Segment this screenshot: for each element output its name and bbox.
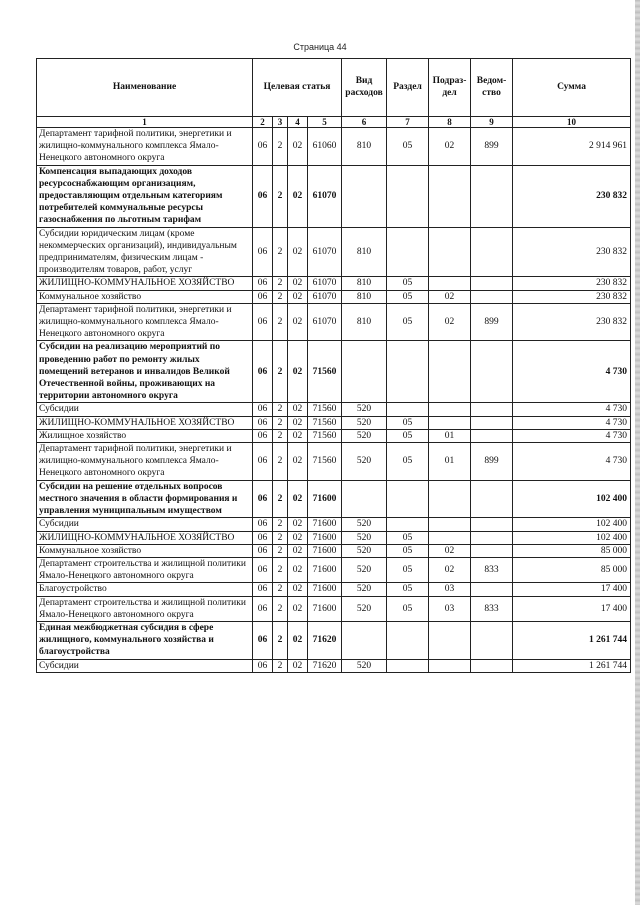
table-row xyxy=(37,583,631,596)
expense-type-cell: 810 xyxy=(342,290,387,303)
expense-type-cell: 810 xyxy=(342,128,387,166)
target-code-1-cell: 06 xyxy=(253,518,273,531)
target-code-1-cell: 06 xyxy=(253,480,273,518)
target-code-2-cell: 2 xyxy=(273,583,288,596)
section-cell: 05 xyxy=(387,596,429,621)
target-code-2-cell: 2 xyxy=(273,480,288,518)
expense-type-cell: 520 xyxy=(342,531,387,544)
expense-type-cell: 810 xyxy=(342,277,387,290)
subsection-cell: 03 xyxy=(429,596,471,621)
target-code-2-cell: 2 xyxy=(273,659,288,672)
target-code-1-cell: 06 xyxy=(253,403,273,416)
row-name-cell: Коммунальное хозяйство xyxy=(37,290,253,303)
department-cell xyxy=(471,544,513,557)
row-name-cell: Субсидии xyxy=(37,518,253,531)
section-cell xyxy=(387,403,429,416)
target-code-4-cell: 71600 xyxy=(308,557,342,582)
scan-edge-shadow xyxy=(635,0,640,905)
column-number: 9 xyxy=(471,117,513,128)
subsection-cell xyxy=(429,165,471,227)
subsection-cell xyxy=(429,659,471,672)
sum-cell: 85 000 xyxy=(513,544,631,557)
department-cell: 833 xyxy=(471,557,513,582)
header-department: Ведом-ство xyxy=(471,59,513,117)
target-code-1-cell: 06 xyxy=(253,583,273,596)
sum-cell: 1 261 744 xyxy=(513,621,631,659)
sum-cell: 102 400 xyxy=(513,480,631,518)
row-name-cell: Департамент тарифной политики, энергетики и жилищно-коммунального комплекса Ямало-Ненецкого автономного округа xyxy=(37,128,253,166)
section-cell: 05 xyxy=(387,443,429,481)
target-code-3-cell: 02 xyxy=(288,531,308,544)
target-code-1-cell: 06 xyxy=(253,303,273,341)
target-code-3-cell: 02 xyxy=(288,621,308,659)
table-row xyxy=(37,596,631,621)
target-code-3-cell: 02 xyxy=(288,128,308,166)
column-number-row xyxy=(37,117,631,128)
target-code-2-cell: 2 xyxy=(273,596,288,621)
subsection-cell xyxy=(429,403,471,416)
target-code-3-cell: 02 xyxy=(288,341,308,403)
target-code-4-cell: 71600 xyxy=(308,480,342,518)
target-code-3-cell: 02 xyxy=(288,518,308,531)
section-cell: 05 xyxy=(387,557,429,582)
table-header-row xyxy=(37,59,631,117)
subsection-cell: 02 xyxy=(429,128,471,166)
table-row xyxy=(37,557,631,582)
target-code-1-cell: 06 xyxy=(253,128,273,166)
target-code-2-cell: 2 xyxy=(273,416,288,429)
target-code-3-cell: 02 xyxy=(288,544,308,557)
target-code-1-cell: 06 xyxy=(253,531,273,544)
target-code-2-cell: 2 xyxy=(273,544,288,557)
subsection-cell xyxy=(429,341,471,403)
target-code-3-cell: 02 xyxy=(288,165,308,227)
target-code-1-cell: 06 xyxy=(253,416,273,429)
target-code-4-cell: 71560 xyxy=(308,403,342,416)
sum-cell: 4 730 xyxy=(513,429,631,442)
section-cell xyxy=(387,621,429,659)
row-name-cell: Субсидии на решение отдельных вопросов местного значения в области формирования и управления муниципальным имуществом xyxy=(37,480,253,518)
department-cell xyxy=(471,227,513,277)
table-row xyxy=(37,403,631,416)
department-cell xyxy=(471,659,513,672)
section-cell xyxy=(387,659,429,672)
section-cell: 05 xyxy=(387,277,429,290)
target-code-3-cell: 02 xyxy=(288,659,308,672)
target-code-4-cell: 61070 xyxy=(308,165,342,227)
target-code-3-cell: 02 xyxy=(288,443,308,481)
row-name-cell: Департамент тарифной политики, энергетики и жилищно-коммунального комплекса Ямало-Ненецкого автономного округа xyxy=(37,303,253,341)
department-cell xyxy=(471,518,513,531)
department-cell xyxy=(471,429,513,442)
department-cell xyxy=(471,531,513,544)
table-row xyxy=(37,277,631,290)
target-code-2-cell: 2 xyxy=(273,165,288,227)
sum-cell: 230 832 xyxy=(513,303,631,341)
column-number: 5 xyxy=(308,117,342,128)
target-code-2-cell: 2 xyxy=(273,518,288,531)
target-code-4-cell: 61060 xyxy=(308,128,342,166)
target-code-4-cell: 71600 xyxy=(308,544,342,557)
target-code-4-cell: 61070 xyxy=(308,227,342,277)
subsection-cell: 02 xyxy=(429,303,471,341)
subsection-cell xyxy=(429,518,471,531)
subsection-cell xyxy=(429,227,471,277)
target-code-2-cell: 2 xyxy=(273,403,288,416)
column-number: 3 xyxy=(273,117,288,128)
subsection-cell: 01 xyxy=(429,443,471,481)
target-code-2-cell: 2 xyxy=(273,303,288,341)
header-sum: Сумма xyxy=(513,59,631,117)
column-number: 7 xyxy=(387,117,429,128)
target-code-1-cell: 06 xyxy=(253,659,273,672)
table-row xyxy=(37,429,631,442)
expense-type-cell xyxy=(342,621,387,659)
target-code-2-cell: 2 xyxy=(273,290,288,303)
target-code-2-cell: 2 xyxy=(273,621,288,659)
target-code-1-cell: 06 xyxy=(253,443,273,481)
header-target-article: Целевая статья xyxy=(253,59,342,117)
row-name-cell: Компенсация выпадающих доходов ресурсоснабжающим организациям, предоставляющим отдельным категориям потребителей коммунальные ресурсы газоснабжения по льготным тарифам xyxy=(37,165,253,227)
department-cell: 899 xyxy=(471,443,513,481)
expense-type-cell: 520 xyxy=(342,443,387,481)
table-row xyxy=(37,416,631,429)
budget-table-container xyxy=(36,58,630,673)
budget-table xyxy=(36,58,631,673)
target-code-3-cell: 02 xyxy=(288,277,308,290)
target-code-4-cell: 71560 xyxy=(308,341,342,403)
target-code-3-cell: 02 xyxy=(288,303,308,341)
page-number-label: Страница 44 xyxy=(293,42,347,52)
target-code-3-cell: 02 xyxy=(288,290,308,303)
target-code-2-cell: 2 xyxy=(273,227,288,277)
expense-type-cell: 520 xyxy=(342,518,387,531)
sum-cell: 102 400 xyxy=(513,518,631,531)
target-code-4-cell: 71560 xyxy=(308,443,342,481)
table-row xyxy=(37,544,631,557)
subsection-cell: 03 xyxy=(429,583,471,596)
section-cell: 05 xyxy=(387,544,429,557)
table-row xyxy=(37,303,631,341)
target-code-2-cell: 2 xyxy=(273,128,288,166)
expense-type-cell: 520 xyxy=(342,659,387,672)
target-code-4-cell: 61070 xyxy=(308,303,342,341)
target-code-1-cell: 06 xyxy=(253,557,273,582)
row-name-cell: ЖИЛИЩНО-КОММУНАЛЬНОЕ ХОЗЯЙСТВО xyxy=(37,277,253,290)
target-code-3-cell: 02 xyxy=(288,429,308,442)
row-name-cell: Коммунальное хозяйство xyxy=(37,544,253,557)
sum-cell: 4 730 xyxy=(513,403,631,416)
target-code-2-cell: 2 xyxy=(273,277,288,290)
table-row xyxy=(37,659,631,672)
target-code-3-cell: 02 xyxy=(288,596,308,621)
row-name-cell: Департамент строительства и жилищной политики Ямало-Ненецкого автономного округа xyxy=(37,557,253,582)
section-cell xyxy=(387,227,429,277)
department-cell: 899 xyxy=(471,303,513,341)
target-code-1-cell: 06 xyxy=(253,429,273,442)
target-code-2-cell: 2 xyxy=(273,557,288,582)
target-code-4-cell: 71600 xyxy=(308,583,342,596)
target-code-4-cell: 71560 xyxy=(308,416,342,429)
target-code-1-cell: 06 xyxy=(253,621,273,659)
expense-type-cell: 520 xyxy=(342,416,387,429)
table-row xyxy=(37,518,631,531)
target-code-4-cell: 71620 xyxy=(308,659,342,672)
sum-cell: 4 730 xyxy=(513,416,631,429)
column-number: 1 xyxy=(37,117,253,128)
row-name-cell: ЖИЛИЩНО-КОММУНАЛЬНОЕ ХОЗЯЙСТВО xyxy=(37,416,253,429)
subsection-cell xyxy=(429,277,471,290)
department-cell xyxy=(471,165,513,227)
sum-cell: 4 730 xyxy=(513,341,631,403)
target-code-4-cell: 71560 xyxy=(308,429,342,442)
table-row xyxy=(37,290,631,303)
expense-type-cell: 810 xyxy=(342,227,387,277)
target-code-3-cell: 02 xyxy=(288,557,308,582)
sum-cell: 230 832 xyxy=(513,290,631,303)
expense-type-cell: 520 xyxy=(342,596,387,621)
target-code-3-cell: 02 xyxy=(288,416,308,429)
table-row xyxy=(37,165,631,227)
row-name-cell: Единая межбюджетная субсидия в сфере жилищного, коммунального хозяйства и благоустройства xyxy=(37,621,253,659)
header-name: Наименование xyxy=(37,59,253,117)
department-cell xyxy=(471,277,513,290)
target-code-4-cell: 71600 xyxy=(308,518,342,531)
section-cell xyxy=(387,341,429,403)
section-cell xyxy=(387,165,429,227)
sum-cell: 2 914 961 xyxy=(513,128,631,166)
row-name-cell: Департамент строительства и жилищной политики Ямало-Ненецкого автономного округа xyxy=(37,596,253,621)
expense-type-cell: 520 xyxy=(342,544,387,557)
target-code-3-cell: 02 xyxy=(288,480,308,518)
sum-cell: 4 730 xyxy=(513,443,631,481)
row-name-cell: Субсидии xyxy=(37,659,253,672)
expense-type-cell: 520 xyxy=(342,583,387,596)
subsection-cell: 02 xyxy=(429,544,471,557)
section-cell: 05 xyxy=(387,128,429,166)
header-subsection: Подраз-дел xyxy=(429,59,471,117)
sum-cell: 102 400 xyxy=(513,531,631,544)
column-number: 6 xyxy=(342,117,387,128)
target-code-4-cell: 61070 xyxy=(308,277,342,290)
target-code-2-cell: 2 xyxy=(273,429,288,442)
column-number: 10 xyxy=(513,117,631,128)
sum-cell: 85 000 xyxy=(513,557,631,582)
section-cell xyxy=(387,518,429,531)
row-name-cell: ЖИЛИЩНО-КОММУНАЛЬНОЕ ХОЗЯЙСТВО xyxy=(37,531,253,544)
table-body xyxy=(37,128,631,673)
target-code-1-cell: 06 xyxy=(253,341,273,403)
expense-type-cell: 520 xyxy=(342,403,387,416)
table-row xyxy=(37,443,631,481)
target-code-1-cell: 06 xyxy=(253,277,273,290)
department-cell xyxy=(471,290,513,303)
table-row xyxy=(37,341,631,403)
target-code-1-cell: 06 xyxy=(253,290,273,303)
subsection-cell xyxy=(429,480,471,518)
subsection-cell: 02 xyxy=(429,557,471,582)
section-cell: 05 xyxy=(387,303,429,341)
column-number: 4 xyxy=(288,117,308,128)
target-code-4-cell: 71620 xyxy=(308,621,342,659)
table-row xyxy=(37,227,631,277)
subsection-cell: 02 xyxy=(429,290,471,303)
column-number: 8 xyxy=(429,117,471,128)
table-row xyxy=(37,621,631,659)
subsection-cell xyxy=(429,531,471,544)
row-name-cell: Субсидии xyxy=(37,403,253,416)
department-cell xyxy=(471,416,513,429)
target-code-3-cell: 02 xyxy=(288,583,308,596)
department-cell xyxy=(471,583,513,596)
row-name-cell: Субсидии юридическим лицам (кроме некоммерческих организаций), индивидуальным предпринимателям, физическим лицам - производителям товаров, работ, услуг xyxy=(37,227,253,277)
subsection-cell xyxy=(429,416,471,429)
target-code-3-cell: 02 xyxy=(288,227,308,277)
target-code-2-cell: 2 xyxy=(273,531,288,544)
row-name-cell: Департамент тарифной политики, энергетики и жилищно-коммунального комплекса Ямало-Ненецкого автономного округа xyxy=(37,443,253,481)
sum-cell: 1 261 744 xyxy=(513,659,631,672)
target-code-1-cell: 06 xyxy=(253,544,273,557)
section-cell: 05 xyxy=(387,583,429,596)
expense-type-cell xyxy=(342,480,387,518)
department-cell xyxy=(471,480,513,518)
department-cell xyxy=(471,403,513,416)
section-cell: 05 xyxy=(387,290,429,303)
target-code-1-cell: 06 xyxy=(253,165,273,227)
department-cell: 833 xyxy=(471,596,513,621)
department-cell: 899 xyxy=(471,128,513,166)
header-section: Раздел xyxy=(387,59,429,117)
row-name-cell: Жилищное хозяйство xyxy=(37,429,253,442)
section-cell: 05 xyxy=(387,531,429,544)
sum-cell: 230 832 xyxy=(513,165,631,227)
expense-type-cell xyxy=(342,165,387,227)
header-expense-type: Вид расходов xyxy=(342,59,387,117)
section-cell: 05 xyxy=(387,416,429,429)
sum-cell: 17 400 xyxy=(513,583,631,596)
expense-type-cell: 520 xyxy=(342,429,387,442)
target-code-1-cell: 06 xyxy=(253,227,273,277)
subsection-cell: 01 xyxy=(429,429,471,442)
row-name-cell: Субсидии на реализацию мероприятий по проведению работ по ремонту жилых помещений ветеранов и инвалидов Великой Отечественной войны, проживающих на территории автономного округа xyxy=(37,341,253,403)
target-code-2-cell: 2 xyxy=(273,341,288,403)
row-name-cell: Благоустройство xyxy=(37,583,253,596)
expense-type-cell: 810 xyxy=(342,303,387,341)
section-cell: 05 xyxy=(387,429,429,442)
target-code-2-cell: 2 xyxy=(273,443,288,481)
sum-cell: 17 400 xyxy=(513,596,631,621)
sum-cell: 230 832 xyxy=(513,277,631,290)
section-cell xyxy=(387,480,429,518)
expense-type-cell xyxy=(342,341,387,403)
column-number: 2 xyxy=(253,117,273,128)
department-cell xyxy=(471,621,513,659)
table-row xyxy=(37,531,631,544)
target-code-3-cell: 02 xyxy=(288,403,308,416)
department-cell xyxy=(471,341,513,403)
target-code-4-cell: 71600 xyxy=(308,531,342,544)
sum-cell: 230 832 xyxy=(513,227,631,277)
table-row xyxy=(37,128,631,166)
subsection-cell xyxy=(429,621,471,659)
expense-type-cell: 520 xyxy=(342,557,387,582)
target-code-1-cell: 06 xyxy=(253,596,273,621)
target-code-4-cell: 71600 xyxy=(308,596,342,621)
target-code-4-cell: 61070 xyxy=(308,290,342,303)
table-row xyxy=(37,480,631,518)
